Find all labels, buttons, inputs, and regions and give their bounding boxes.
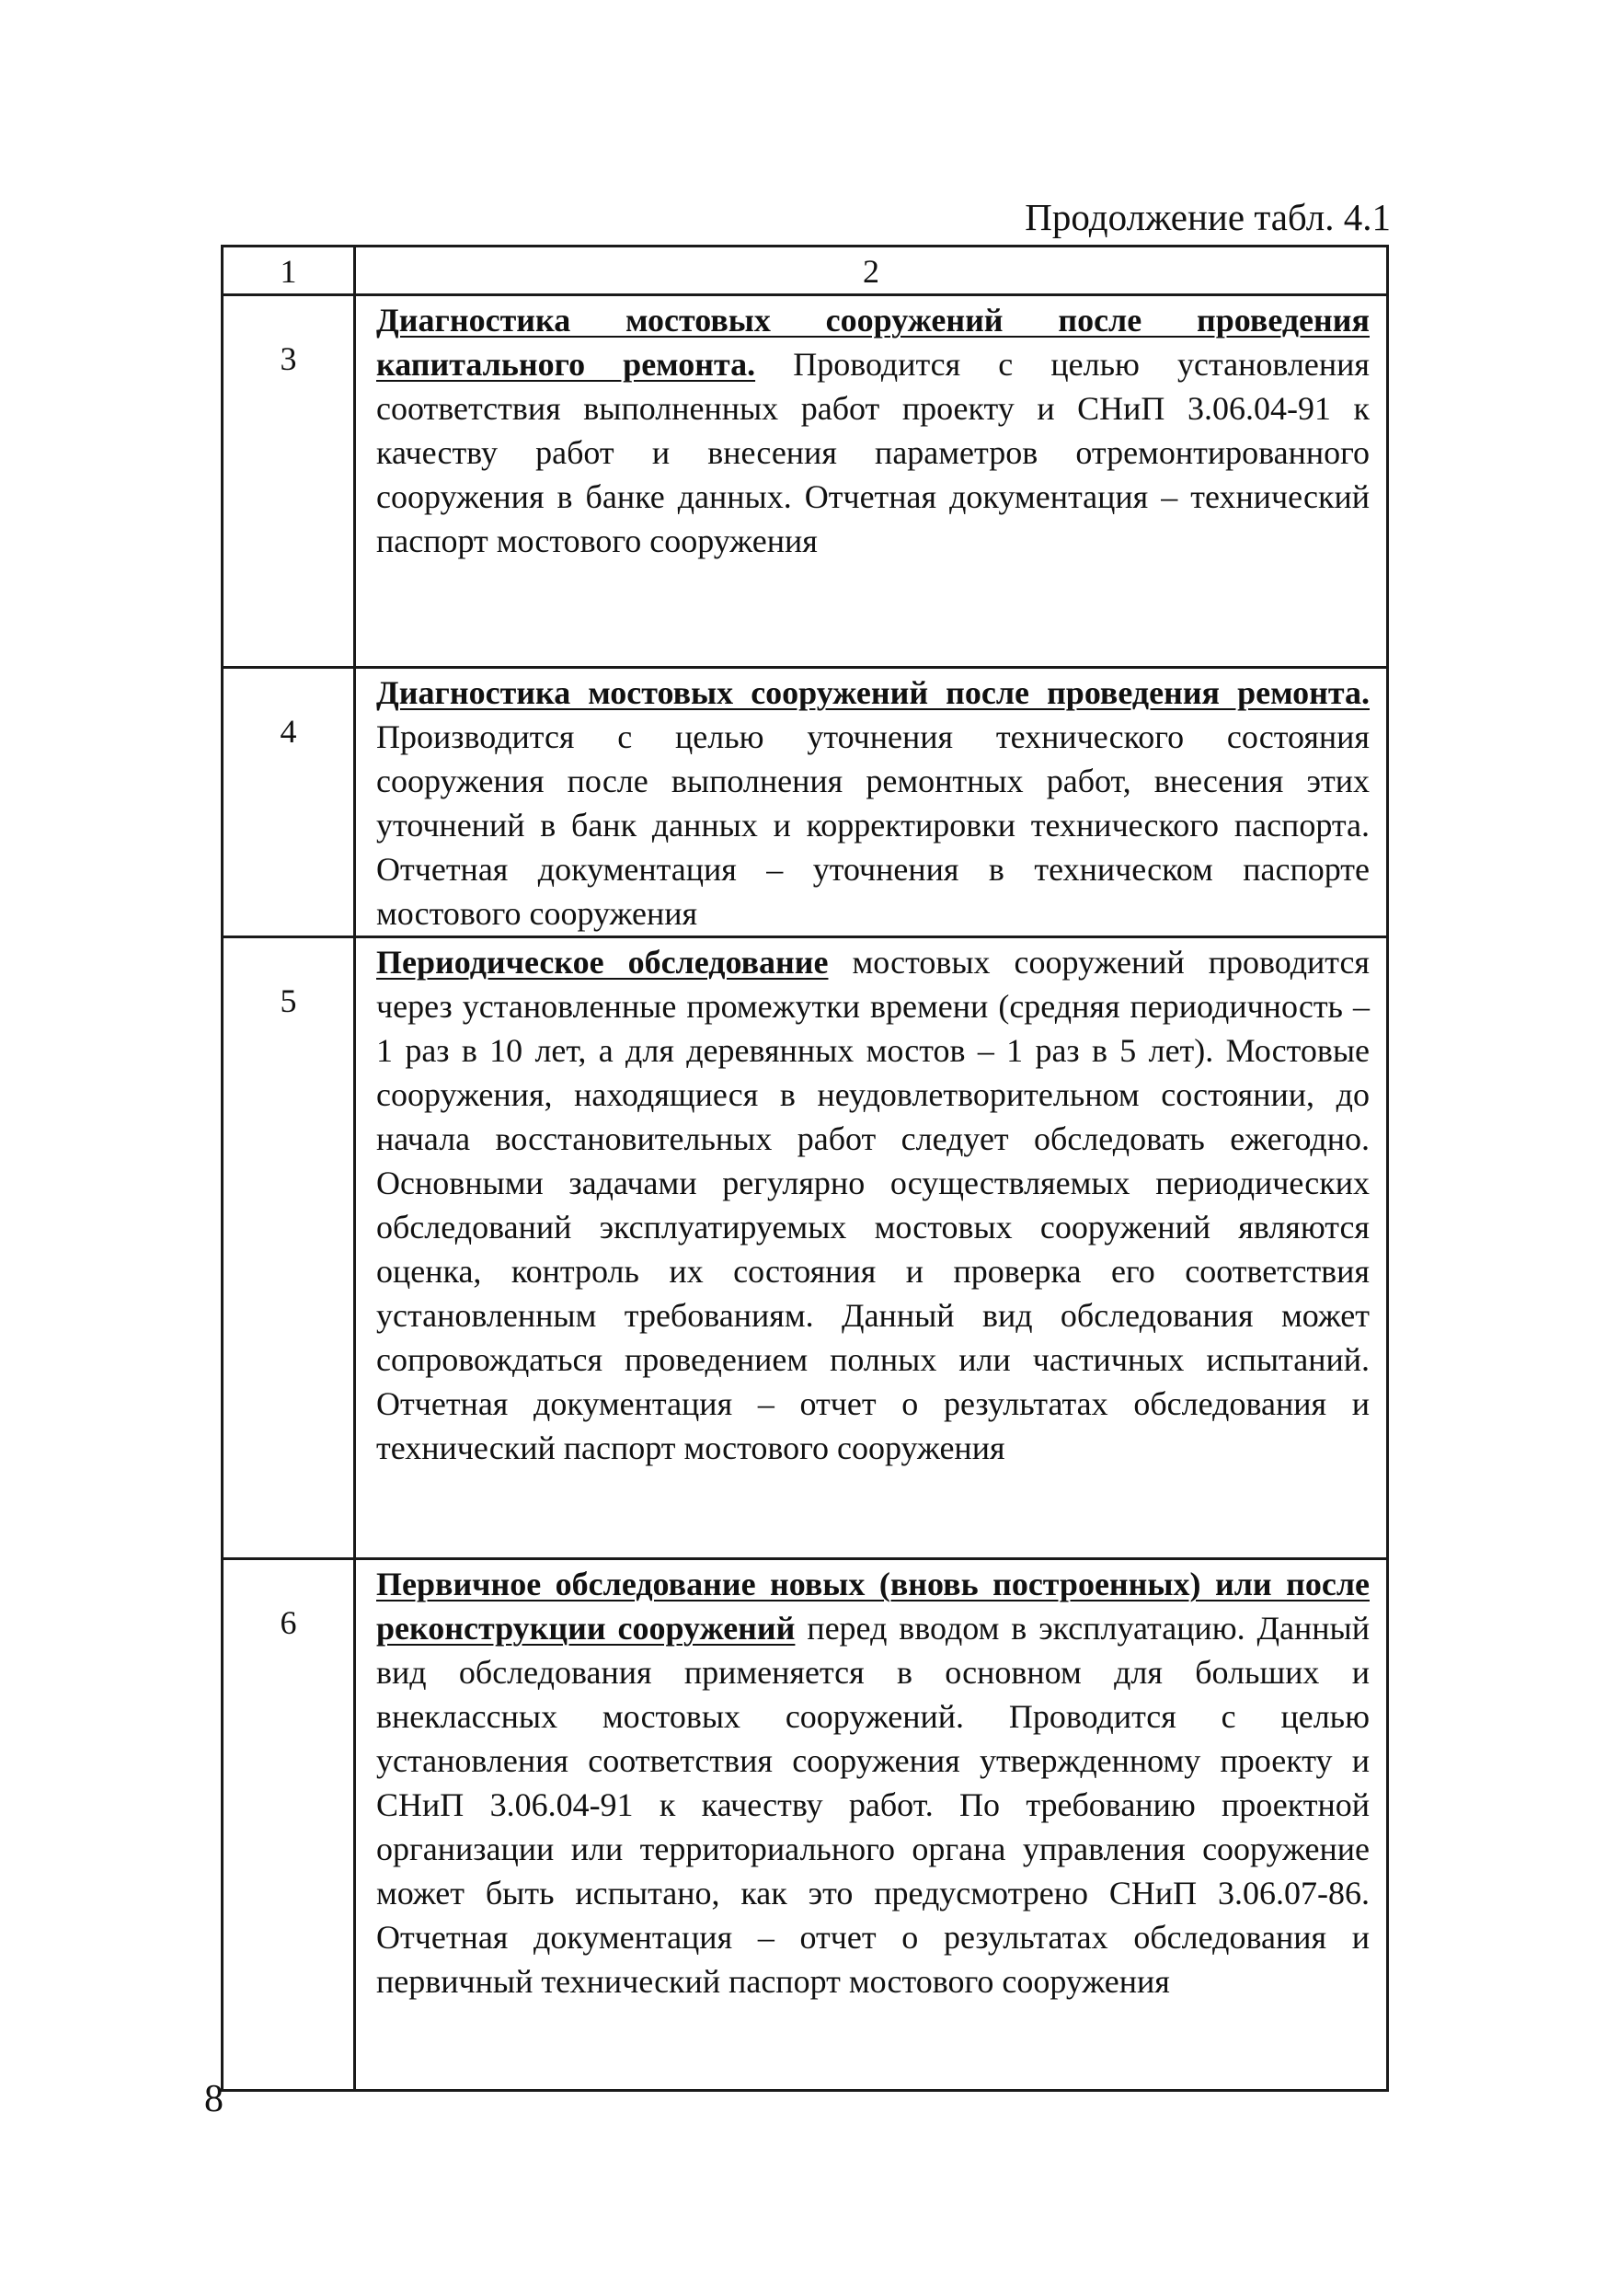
column-header-2: 2 — [355, 247, 1388, 295]
table-row — [223, 668, 1388, 937]
row-lead-heading: Диагностика мостовых сооружений после проведения капитального ремонта. — [376, 302, 1370, 383]
column-header-1: 1 — [223, 247, 355, 295]
row-body-text: Проводится с целью установления соответствия выполненных работ проекту и СНиП 3.06.04-91 к качеству работ и внесения параметров отремонтированного сооружения в банке данных. Отчетная документация – технический паспорт мостового сооружения — [376, 346, 1370, 559]
row-number: 6 — [223, 1559, 355, 2091]
row-number: 3 — [223, 295, 355, 668]
row-number: 4 — [223, 668, 355, 937]
row-number: 5 — [223, 937, 355, 1559]
row-description — [355, 937, 1388, 1559]
table-row — [223, 295, 1388, 668]
row-body-text: Производится с целью уточнения технического состояния сооружения после выполнения ремонтных работ, внесения этих уточнений в банк данных и корректировки технического паспорта. Отчетная документация – уточнения в техническом паспорте мостового сооружения — [376, 718, 1370, 932]
row-lead-heading: Периодическое обследование — [376, 944, 829, 981]
row-lead-heading: Первичное обследование новых (вновь построенных) или после реконструкции сооружений — [376, 1566, 1370, 1647]
row-body-text: мостовых сооружений проводится через установленные промежутки времени (средняя периодичность – 1 раз в 10 лет, а для деревянных мостов – 1 раз в 5 лет). Мостовые сооружения, находящиеся в неудовлетворительном состоянии, до начала восстановительных работ следует обследовать ежегодно. Основными задачами регулярно осуществляемых периодических обследований эксплуатируемых мостовых сооружений являются оценка, контроль их состояния и проверка его соответствия установленным требованиям. Данный вид обследования может сопровождаться проведением полных или частичных испытаний. Отчетная документация – отчет о результатах обследования и технический паспорт мостового сооружения — [376, 944, 1370, 1466]
row-description — [355, 295, 1388, 668]
row-lead-heading: Диагностика мостовых сооружений после проведения ремонта. — [376, 674, 1370, 711]
row-description — [355, 1559, 1388, 2091]
table-header-row — [223, 247, 1388, 295]
row-body-text: перед вводом в эксплуатацию. Данный вид обследования применяется в основном для больших и внеклассных мостовых сооружений. Проводится с целью установления соответствия сооружения утвержденному проекту и СНиП 3.06.04-91 к качеству работ. По требованию проектной организации или территориального органа управления сооружение может быть испытано, как это предусмотрено СНиП 3.06.07-86. Отчетная документация – отчет о результатах обследования и первичный технический паспорт мостового сооружения — [376, 1610, 1371, 2000]
table-row — [223, 1559, 1388, 2091]
table-row — [223, 937, 1388, 1559]
row-description — [355, 668, 1388, 937]
table-caption: Продолжение табл. 4.1 — [1025, 196, 1391, 238]
diagnostics-table — [221, 245, 1389, 2092]
page-number: 8 — [204, 2078, 224, 2120]
